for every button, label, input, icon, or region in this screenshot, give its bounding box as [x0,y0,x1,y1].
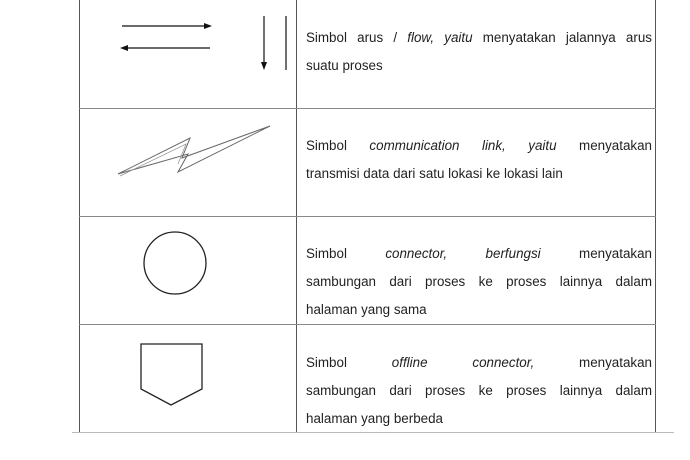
description-cell-connector [306,240,652,324]
symbol-cell-flow [80,0,296,108]
description-cell-communication-link [306,132,652,188]
offpage-connector-icon [80,324,296,432]
text-line: Simbol offline connector, menyatakan [306,355,652,370]
symbol-cell-offline-connector [80,324,296,432]
text-line: Simbol arus / flow, yaitu menyatakan jalannya arus [306,30,652,45]
text-line: suatu proses [306,58,383,73]
text-line: halaman yang berbeda [306,411,443,426]
text-line: transmisi data dari satu lokasi ke lokasi lain [306,166,563,181]
text-line: Simbol communication link, yaitu menyatakan [306,138,652,153]
description-cell-flow [306,24,652,80]
symbol-cell-communication-link [80,108,296,216]
circle-connector-icon [80,216,296,324]
lightning-bolt-icon [80,108,296,216]
text-line: sambungan dari proses ke proses lainnya dalam [306,383,652,398]
symbol-cell-connector [80,216,296,324]
description-cell-offline-connector [306,349,652,433]
flow-arrows-icon [80,0,296,108]
text-line: sambungan dari proses ke proses lainnya dalam [306,274,652,289]
text-line: Simbol connector, berfungsi menyatakan [306,246,652,261]
text-line: halaman yang sama [306,302,427,317]
